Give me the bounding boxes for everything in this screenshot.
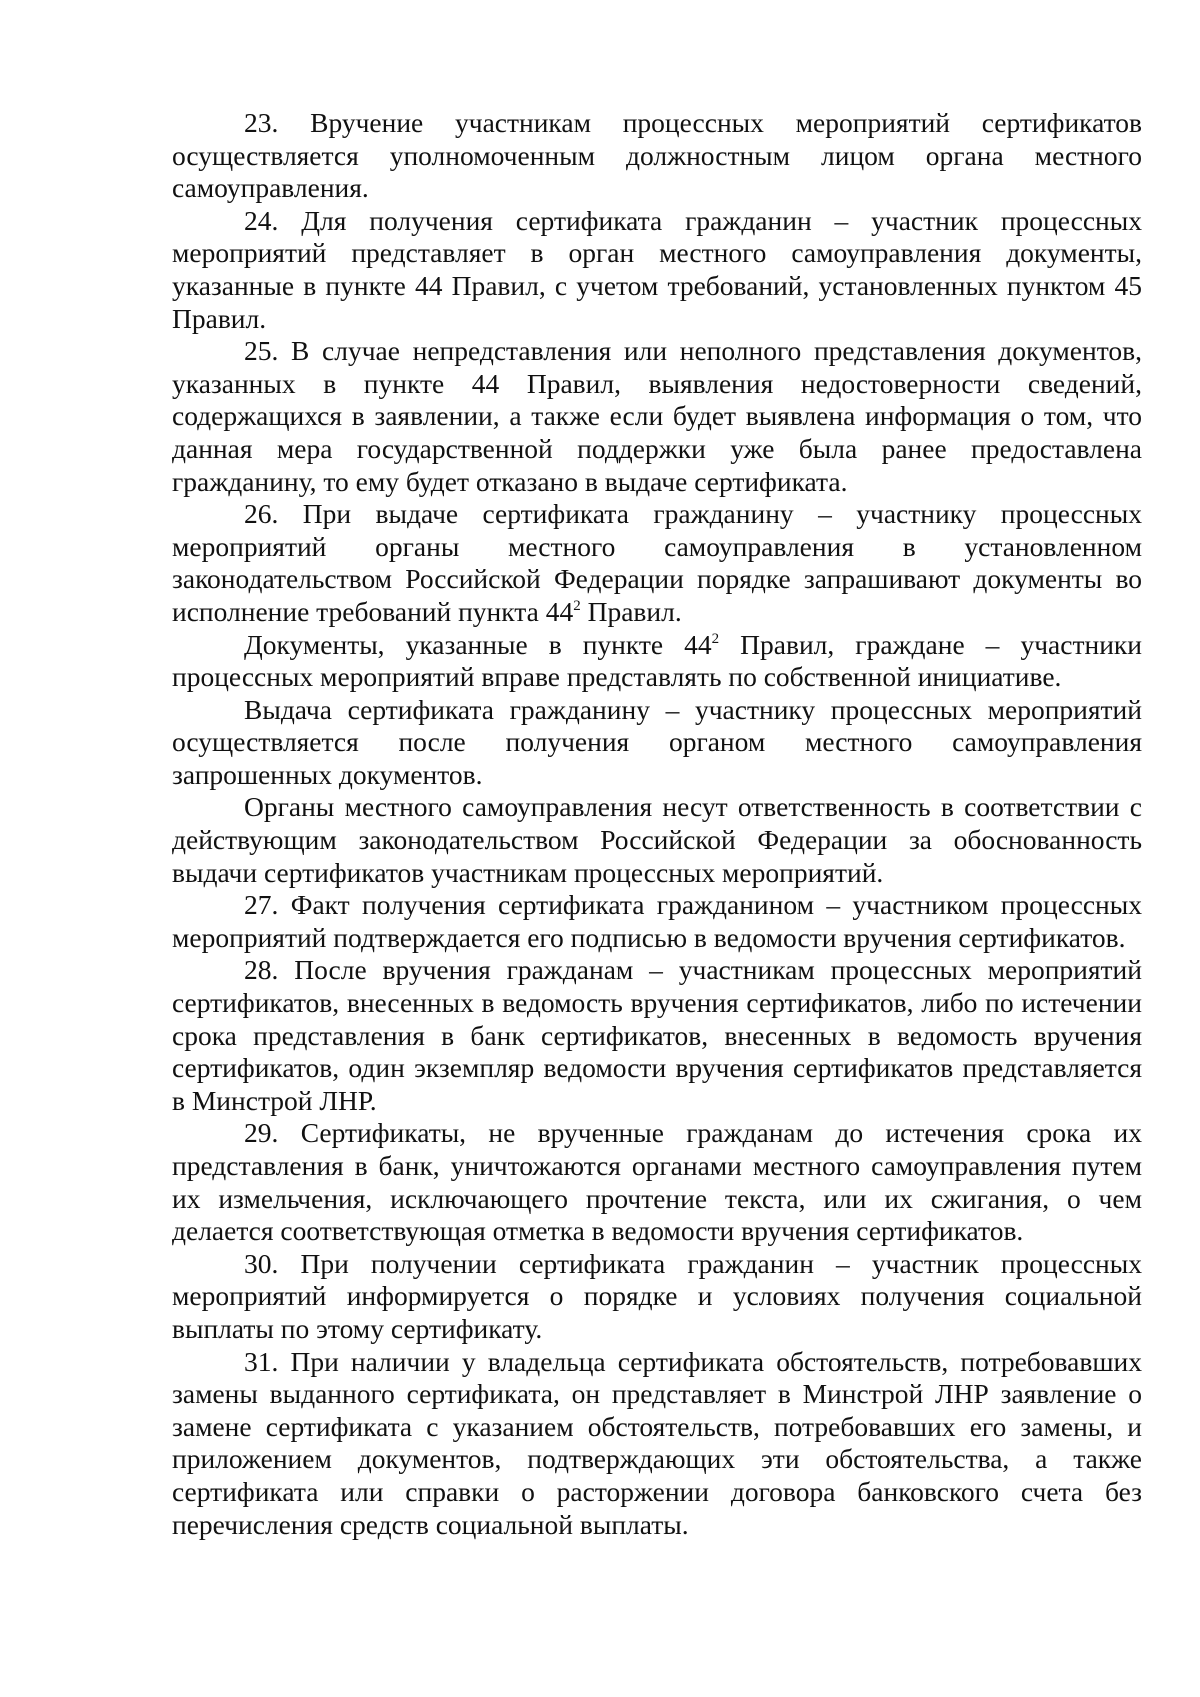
paragraph-25: 25. В случае непредставления или неполного представления документов, указанных в пункте 44 Правил, выявления недостоверности сведений, содержащихся в заявлении, а также если будет выявлена информация о том, что данная мера государственной поддержки уже была ранее предоставлена гражданину, то ему будет отказано в выдаче сертификата. bbox=[172, 335, 1142, 497]
paragraph-26-responsibility: Органы местного самоуправления несут ответственность в соответствии с действующим законодательством Российской Федерации за обоснованность выдачи сертификатов участникам процессных мероприятий. bbox=[172, 791, 1142, 888]
paragraph-26-tail: Правил. bbox=[580, 595, 682, 627]
document-page bbox=[172, 107, 1142, 1541]
paragraph-24: 24. Для получения сертификата гражданин – участник процессных мероприятий представляет в орган местного самоуправления документы, указанные в пункте 44 Правил, с учетом требований, установленных пунктом 45 Правил. bbox=[172, 204, 1142, 334]
paragraph-26-text: 26. При выдаче сертификата гражданину – участнику процессных мероприятий органы местного самоуправления в установленном законодательством Российской Федерации порядке запрашивают документы во исполнение требований пункта 44 bbox=[172, 498, 1142, 627]
paragraph-26 bbox=[172, 498, 1142, 628]
paragraph-26-issuance: Выдача сертификата гражданину – участнику процессных мероприятий осуществляется после получения органом местного самоуправления запрошенных документов. bbox=[172, 693, 1142, 790]
paragraph-26-documents-text: Документы, указанные в пункте 44 bbox=[244, 628, 712, 660]
paragraph-23: 23. Вручение участникам процессных мероприятий сертификатов осуществляется уполномоченным должностным лицом органа местного самоуправления. bbox=[172, 107, 1142, 204]
paragraph-26-documents-tail: Правил, граждане – участники процессных мероприятий вправе представлять по собственной инициативе. bbox=[172, 628, 1142, 693]
paragraph-27: 27. Факт получения сертификата гражданином – участником процессных мероприятий подтверждается его подписью в ведомости вручения сертификатов. bbox=[172, 889, 1142, 953]
paragraph-29: 29. Сертификаты, не врученные гражданам до истечения срока их представления в банк, уничтожаются органами местного самоуправления путем их измельчения, исключающего прочтение текста, или их сжигания, о чем делается соответствующая отметка в ведомости вручения сертификатов. bbox=[172, 1117, 1142, 1247]
paragraph-28: 28. После вручения гражданам – участникам процессных мероприятий сертификатов, внесенных в ведомость вручения сертификатов, либо по истечении срока представления в банк сертификатов, внесенных в ведомость вручения сертификатов, один экземпляр ведомости вручения сертификатов представляется в Минстрой ЛНР. bbox=[172, 954, 1142, 1116]
superscript: 2 bbox=[711, 630, 720, 647]
paragraph-26-documents bbox=[172, 629, 1142, 694]
paragraph-30: 30. При получении сертификата гражданин – участник процессных мероприятий информируется о порядке и условиях получения социальной выплаты по этому сертификату. bbox=[172, 1247, 1142, 1344]
superscript: 2 bbox=[573, 597, 581, 614]
paragraph-31: 31. При наличии у владельца сертификата обстоятельств, потребовавших замены выданного сертификата, он представляет в Минстрой ЛНР заявление о замене сертификата с указанием обстоятельств, потребовавших его замены, и приложением документов, подтверждающих эти обстоятельства, а также сертификата или справки о расторжении договора банковского счета без перечисления средств социальной выплаты. bbox=[172, 1345, 1142, 1540]
